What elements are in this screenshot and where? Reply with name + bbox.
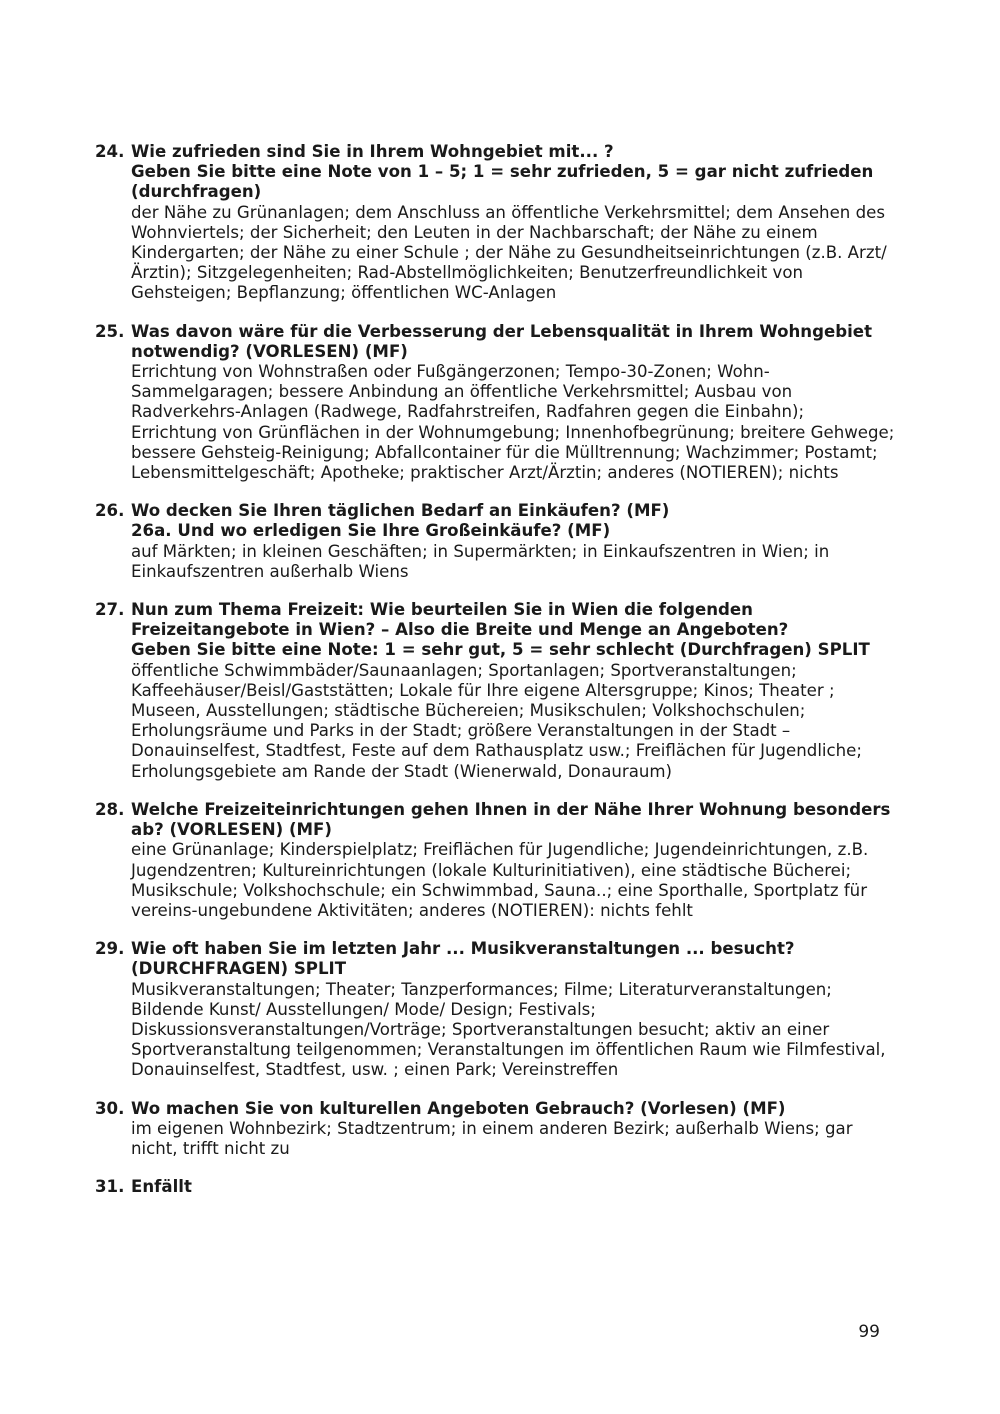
question-25 <box>95 322 895 484</box>
question-28 <box>95 800 895 921</box>
question-31 <box>95 1177 895 1197</box>
answer-options: öffentliche Schwimmbäder/Saunaanlagen; Sportanlagen; Sportveranstaltungen; Kaffeehäuser/Beisl/Gaststätten; Lokale für Ihre eigene Altersgruppe; Kinos; Theater ; Museen, Ausstellungen; städtische Büchereien; Musikschulen; Volkshochschulen; Erholungsräume und Parks in der Stadt; größere Veranstaltungen in der Stadt – Donauinselfest, Stadtfest, Feste auf dem Rathausplatz usw.; Freiflächen für Jugendliche; Erholungsgebiete am Rande der Stadt (Wienerwald, Donauraum) <box>131 660 862 781</box>
answer-options: Musikveranstaltungen; Theater; Tanzperformances; Filme; Literaturveranstaltungen; Bildende Kunst/ Ausstellungen/ Mode/ Design; Festivals; Diskussionsveranstaltungen/Vorträge; Sportveranstaltungen besucht; aktiv an einer Sportveranstaltung teilgenommen; Veranstaltungen im öffentlichen Raum wie Filmfestival, Donauinselfest, Stadtfest, usw. ; einen Park; Vereinstreffen <box>131 979 886 1080</box>
answer-options: Errichtung von Wohnstraßen oder Fußgängerzonen; Tempo-30-Zonen; Wohn-Sammelgaragen; bessere Anbindung an öffentliche Verkehrsmittel; Ausbau von Radverkehrs-Anlagen (Radwege, Radfahrstreifen, Radfahren gegen die Einbahn); Errichtung von Grünflächen in der Wohnumgebung; Innenhofbegrünung; breitere Gehwege; bessere Gehsteig-Reinigung; Abfallcontainer für die Mülltrennung; Wachzimmer; Postamt; Lebensmittelgeschäft; Apotheke; praktischer Arzt/Ärztin; anderes (NOTIEREN); nichts <box>131 362 895 483</box>
question-number: 24. <box>95 142 125 161</box>
question-number: 30. <box>95 1098 125 1118</box>
question-title: Wo machen Sie von kulturellen Angeboten Gebrauch? (Vorlesen) (MF) <box>131 1098 786 1118</box>
question-number: 29. <box>95 939 125 959</box>
page-number: 99 <box>858 1322 880 1342</box>
question-list <box>95 142 895 1215</box>
question-27 <box>95 600 895 782</box>
question-subquestion: 26a. Und wo erledigen Sie Ihre Großeinkäufe? (MF) <box>131 521 611 541</box>
question-instruction: Geben Sie bitte eine Note: 1 = sehr gut, 5 = sehr schlecht (Durchfragen) SPLIT <box>131 640 870 660</box>
question-number: 25. <box>95 321 125 341</box>
question-26 <box>95 501 895 582</box>
question-title: Wie oft haben Sie im letzten Jahr ... Musikveranstaltungen ... besucht? (DURCHFRAGEN) SPLIT <box>131 939 795 979</box>
question-title: Welche Freizeiteinrichtungen gehen Ihnen in der Nähe Ihrer Wohnung besonders ab? (VORLESEN) (MF) <box>131 799 891 840</box>
question-title: Wie zufrieden sind Sie in Ihrem Wohngebiet mit... ? <box>131 142 614 161</box>
question-number: 27. <box>95 600 125 620</box>
question-title: Wo decken Sie Ihren täglichen Bedarf an Einkäufen? (MF) <box>131 501 670 521</box>
question-title: Was davon wäre für die Verbesserung der Lebensqualität in Ihrem Wohngebiet notwendig? (VORLESEN) (MF) <box>131 321 872 361</box>
question-30 <box>95 1099 895 1160</box>
question-number: 31. <box>95 1177 125 1197</box>
answer-options: der Nähe zu Grünanlagen; dem Anschluss an öffentliche Verkehrsmittel; dem Ansehen des Wohnviertels; der Sicherheit; den Leuten in der Nachbarschaft; der Nähe zu einem Kindergarten; der Nähe zu einer Schule ; der Nähe zu Gesundheitseinrichtungen (z.B. Arzt/Ärztin); Sitzgelegenheiten; Rad-Abstellmöglichkeiten; Benutzerfreundlichkeit von Gehsteigen; Bepflanzung; öffentlichen WC-Anlagen <box>131 202 887 303</box>
answer-options: eine Grünanlage; Kinderspielplatz; Freiflächen für Jugendliche; Jugendeinrichtungen, z.B. Jugendzentren; Kultureinrichtungen (lokale Kulturinitiativen), eine städtische Bücherei; Musikschule; Volkshochschule; ein Schwimmbad, Sauna..; eine Sporthalle, Sportplatz für vereins-ungebundene Aktivitäten; anderes (NOTIEREN): nichts fehlt <box>131 840 869 920</box>
question-title: Nun zum Thema Freizeit: Wie beurteilen Sie in Wien die folgenden Freizeitangebote in Wien? – Also die Breite und Menge an Angeboten? <box>131 600 789 640</box>
question-29 <box>95 939 895 1080</box>
question-number: 28. <box>95 799 125 819</box>
answer-options: im eigenen Wohnbezirk; Stadtzentrum; in einem anderen Bezirk; außerhalb Wiens; gar nicht, trifft nicht zu <box>131 1118 853 1158</box>
question-number: 26. <box>95 501 125 521</box>
question-instruction: Geben Sie bitte eine Note von 1 – 5; 1 = sehr zufrieden, 5 = gar nicht zufrieden (durchfragen) <box>131 162 874 202</box>
question-24 <box>95 142 895 304</box>
answer-options: auf Märkten; in kleinen Geschäften; in Supermärkten; in Einkaufszentren in Wien; in Einkaufszentren außerhalb Wiens <box>131 541 830 581</box>
question-title: Enfällt <box>131 1177 192 1197</box>
